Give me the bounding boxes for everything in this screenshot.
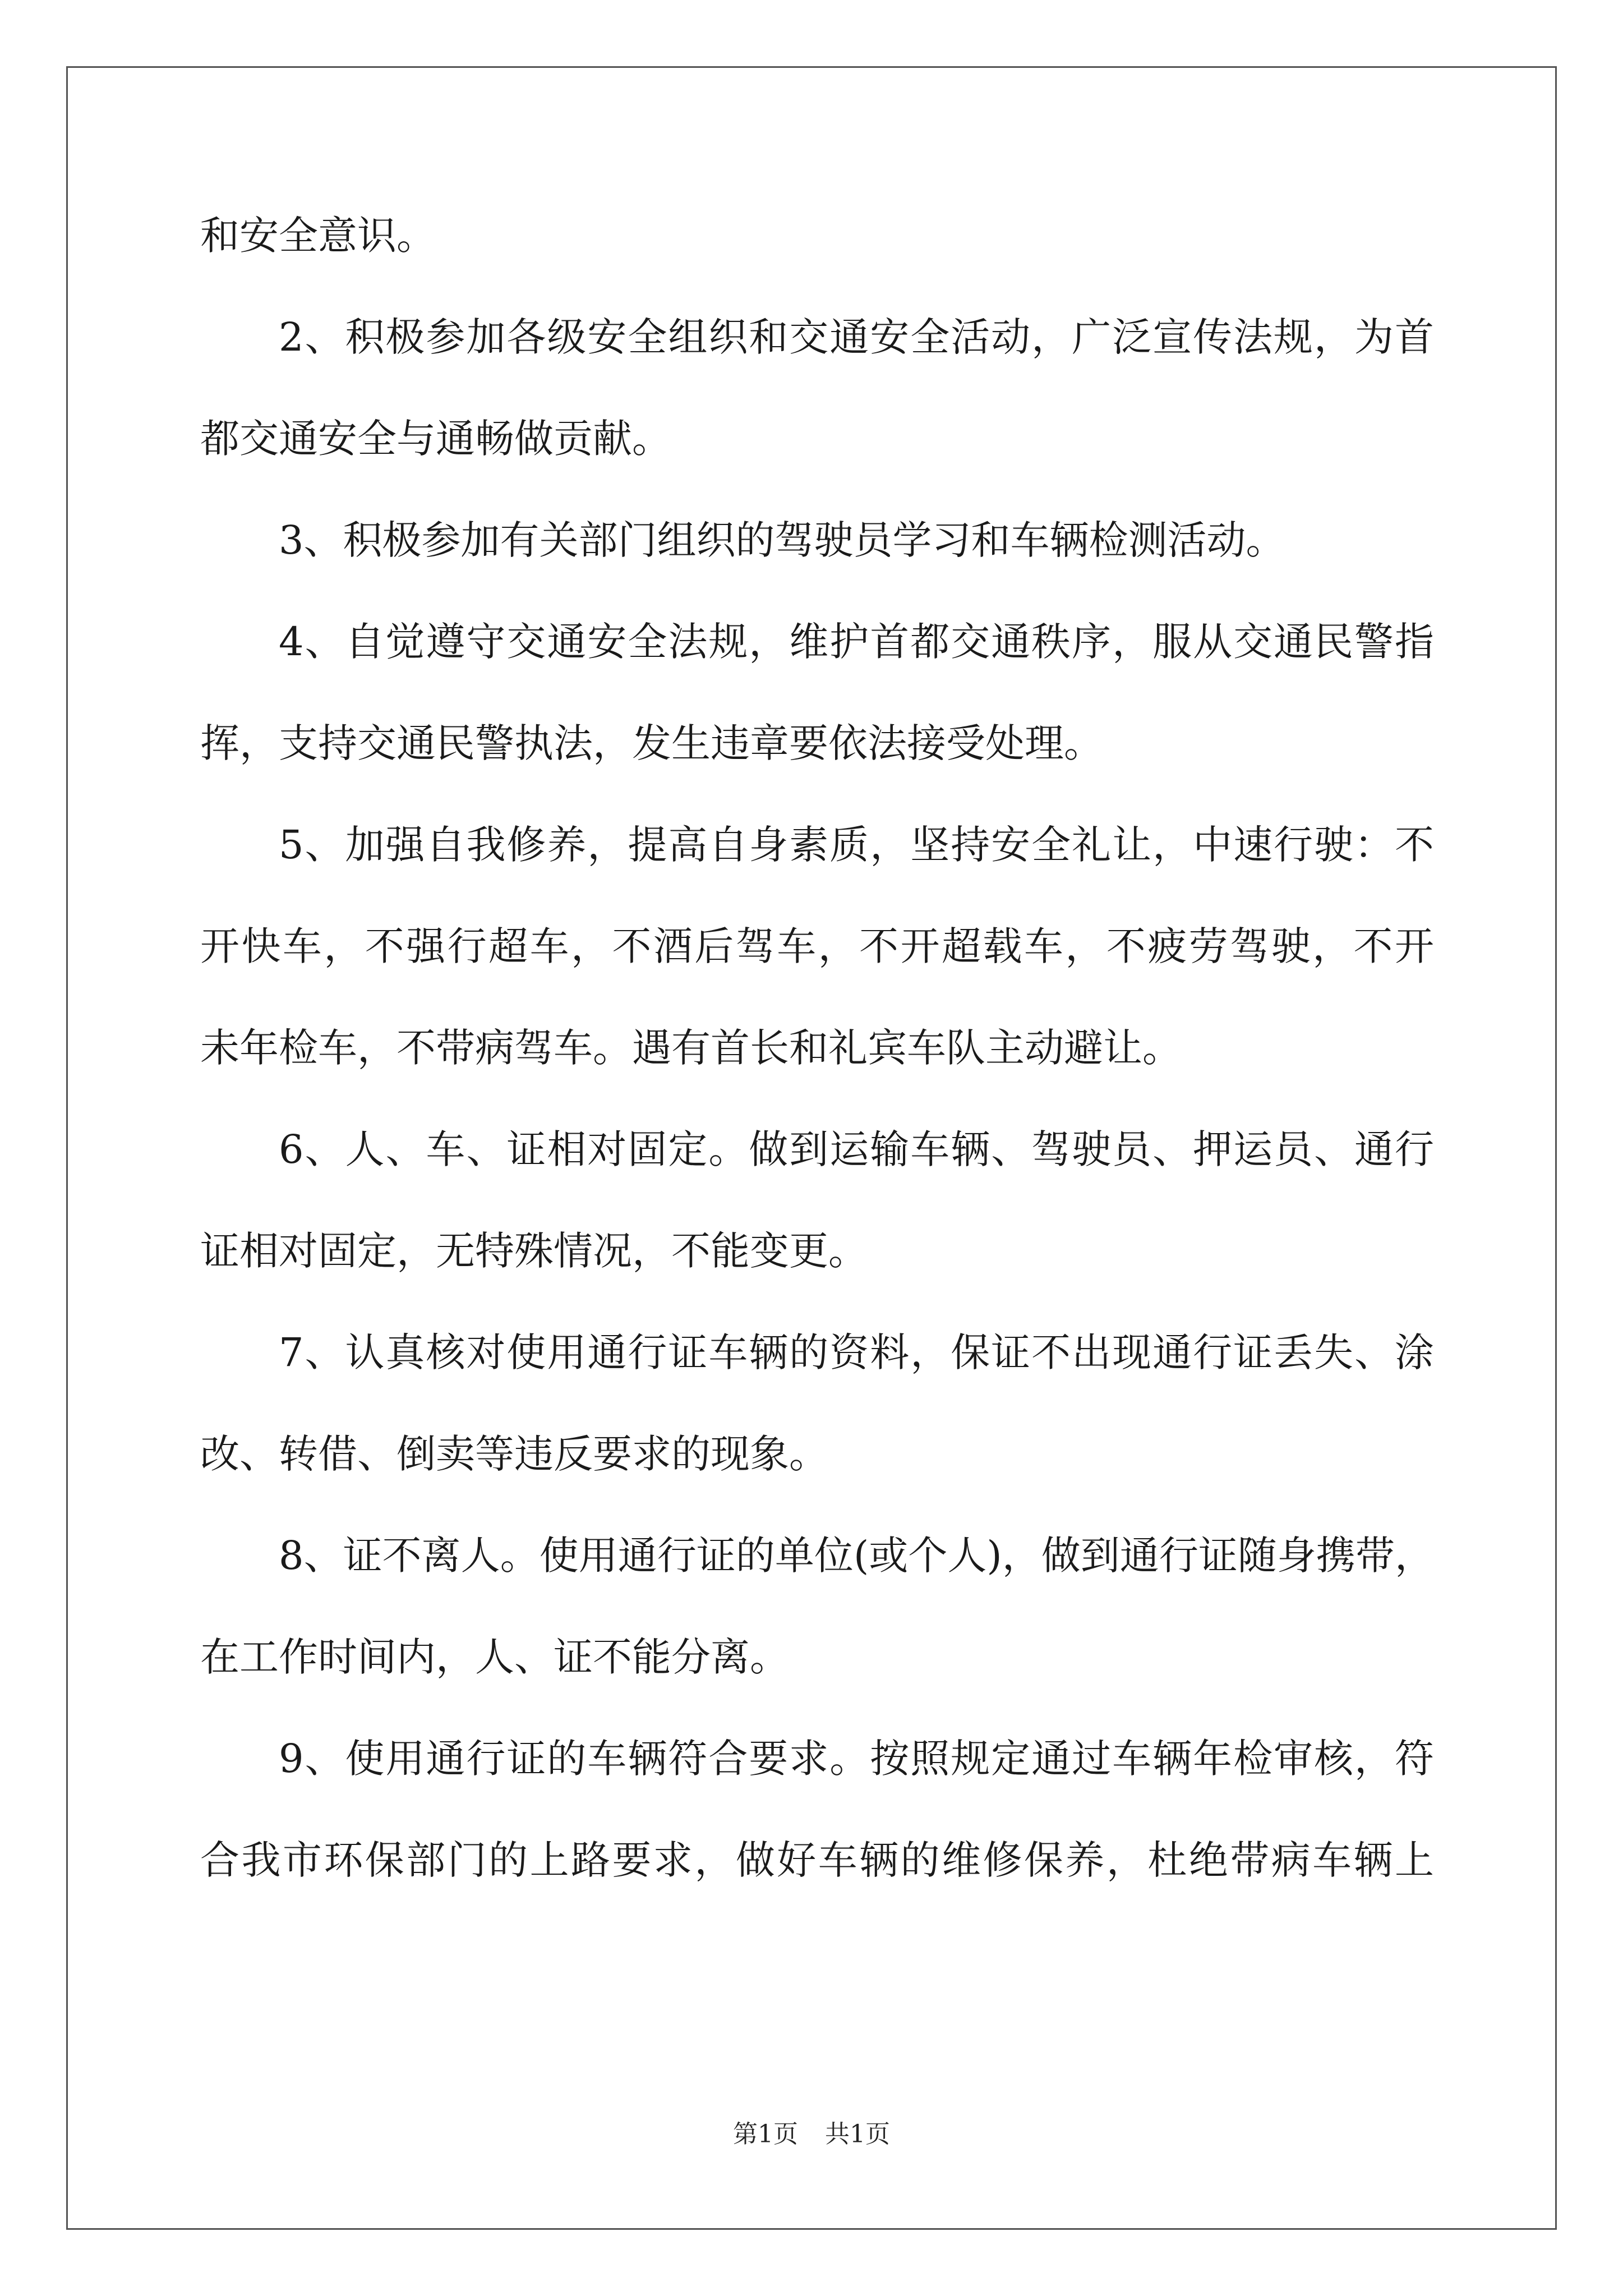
page-number: 第1页 <box>733 2120 798 2148</box>
text-line: 3、积极参加有关部门组织的驾驶员学习和车辆检测活动。 <box>279 517 1285 563</box>
text-line: 改、转借、倒卖等违反要求的现象。 <box>200 1431 828 1477</box>
page-footer <box>0 2118 1623 2151</box>
text-line: 6、人、车、证相对固定。做到运输车辆、驾驶员、押运员、通行 <box>279 1126 1434 1172</box>
text-line: 7、认真核对使用通行证车辆的资料，保证不出现通行证丢失、涂 <box>279 1329 1434 1375</box>
text-line: 挥，支持交通民警执法，发生违章要依法接受处理。 <box>200 720 1103 766</box>
text-line: 9、使用通行证的车辆符合要求。按照规定通过车辆年检审核，符 <box>279 1736 1434 1782</box>
page-total: 共1页 <box>825 2120 890 2148</box>
text-line: 4、自觉遵守交通安全法规，维护首都交通秩序，服从交通民警指 <box>279 619 1434 665</box>
text-line: 8、证不离人。使用通行证的单位(或个人)，做到通行证随身携带， <box>279 1533 1434 1579</box>
text-line: 证相对固定，无特殊情况，不能变更。 <box>200 1228 868 1274</box>
text-line: 都交通安全与通畅做贡献。 <box>200 416 671 462</box>
text-line: 5、加强自我修养，提高自身素质，坚持安全礼让，中速行驶：不 <box>279 822 1434 868</box>
text-line: 开快车，不强行超车，不酒后驾车，不开超载车，不疲劳驾驶，不开 <box>200 923 1434 969</box>
text-line: 和安全意识。 <box>200 213 436 259</box>
text-line: 合我市环保部门的上路要求，做好车辆的维修保养，杜绝带病车辆上 <box>200 1837 1434 1883</box>
text-line: 未年检车，不带病驾车。遇有首长和礼宾车队主动避让。 <box>200 1025 1182 1071</box>
document-body <box>200 185 1434 1911</box>
text-line: 2、积极参加各级安全组织和交通安全活动，广泛宣传法规，为首 <box>279 314 1434 360</box>
text-line: 在工作时间内，人、证不能分离。 <box>200 1634 789 1680</box>
